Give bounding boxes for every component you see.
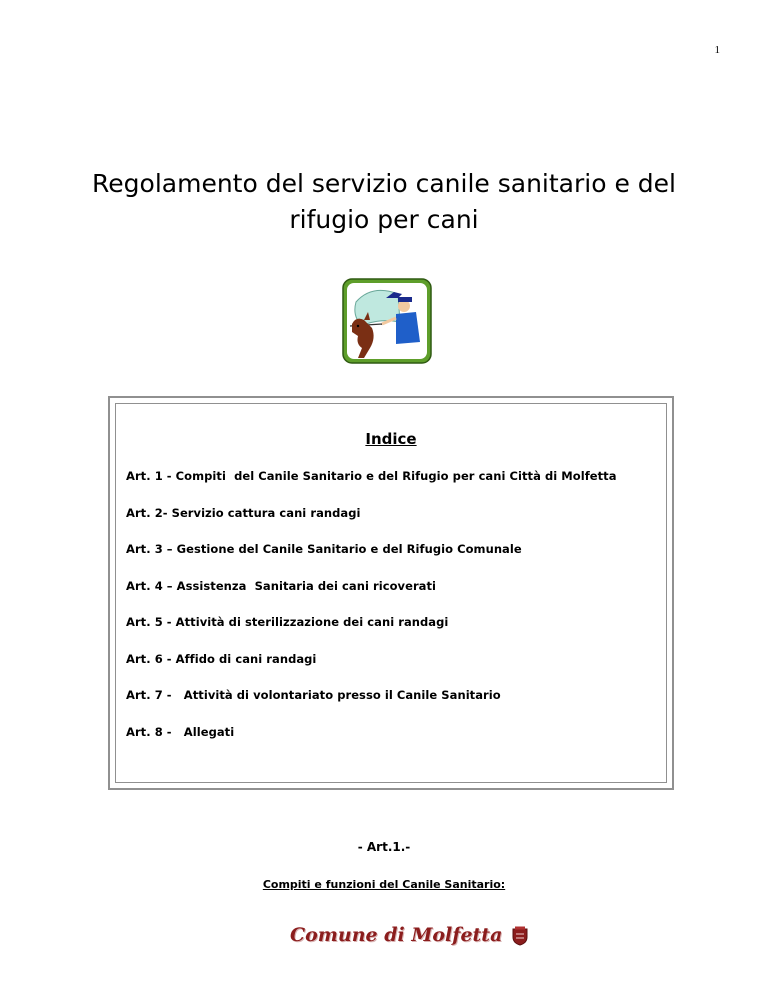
index-list bbox=[126, 468, 617, 760]
index-box bbox=[108, 396, 674, 790]
index-item: Art. 8 - Allegati bbox=[126, 724, 235, 739]
footer-logo-text: Comune di Molfetta bbox=[290, 924, 503, 946]
index-item: Art. 2- Servizio cattura cani randagi bbox=[126, 505, 361, 520]
index-item: Art. 4 – Assistenza Sanitaria dei cani ricoverati bbox=[126, 578, 437, 593]
article-subheading: Compiti e funzioni del Canile Sanitario: bbox=[262, 878, 506, 891]
document-title bbox=[60, 166, 708, 238]
index-heading: Indice bbox=[365, 430, 417, 448]
index-item: Art. 7 - Attività di volontariato presso il Canile Sanitario bbox=[126, 688, 501, 702]
index-item: Art. 5 - Attività di sterilizzazione dei cani randagi bbox=[126, 615, 449, 629]
index-item: Art. 1 - Compiti del Canile Sanitario e del Rifugio per cani Città di Molfetta bbox=[126, 469, 617, 483]
crest-icon bbox=[512, 926, 528, 946]
index-box-inner-border bbox=[115, 403, 667, 783]
title-line-2: rifugio per cani bbox=[289, 205, 479, 234]
index-item: Art. 3 – Gestione del Canile Sanitario e del Rifugio Comunale bbox=[126, 542, 522, 556]
page-number: 1 bbox=[714, 44, 720, 56]
footer-logo bbox=[290, 924, 503, 954]
dog-catcher-clipart bbox=[342, 278, 432, 364]
index-item: Art. 6 - Affido di cani randagi bbox=[126, 651, 317, 666]
article-heading: - Art.1.- bbox=[357, 840, 411, 854]
title-line-1: Regolamento del servizio canile sanitario e del bbox=[92, 169, 676, 198]
